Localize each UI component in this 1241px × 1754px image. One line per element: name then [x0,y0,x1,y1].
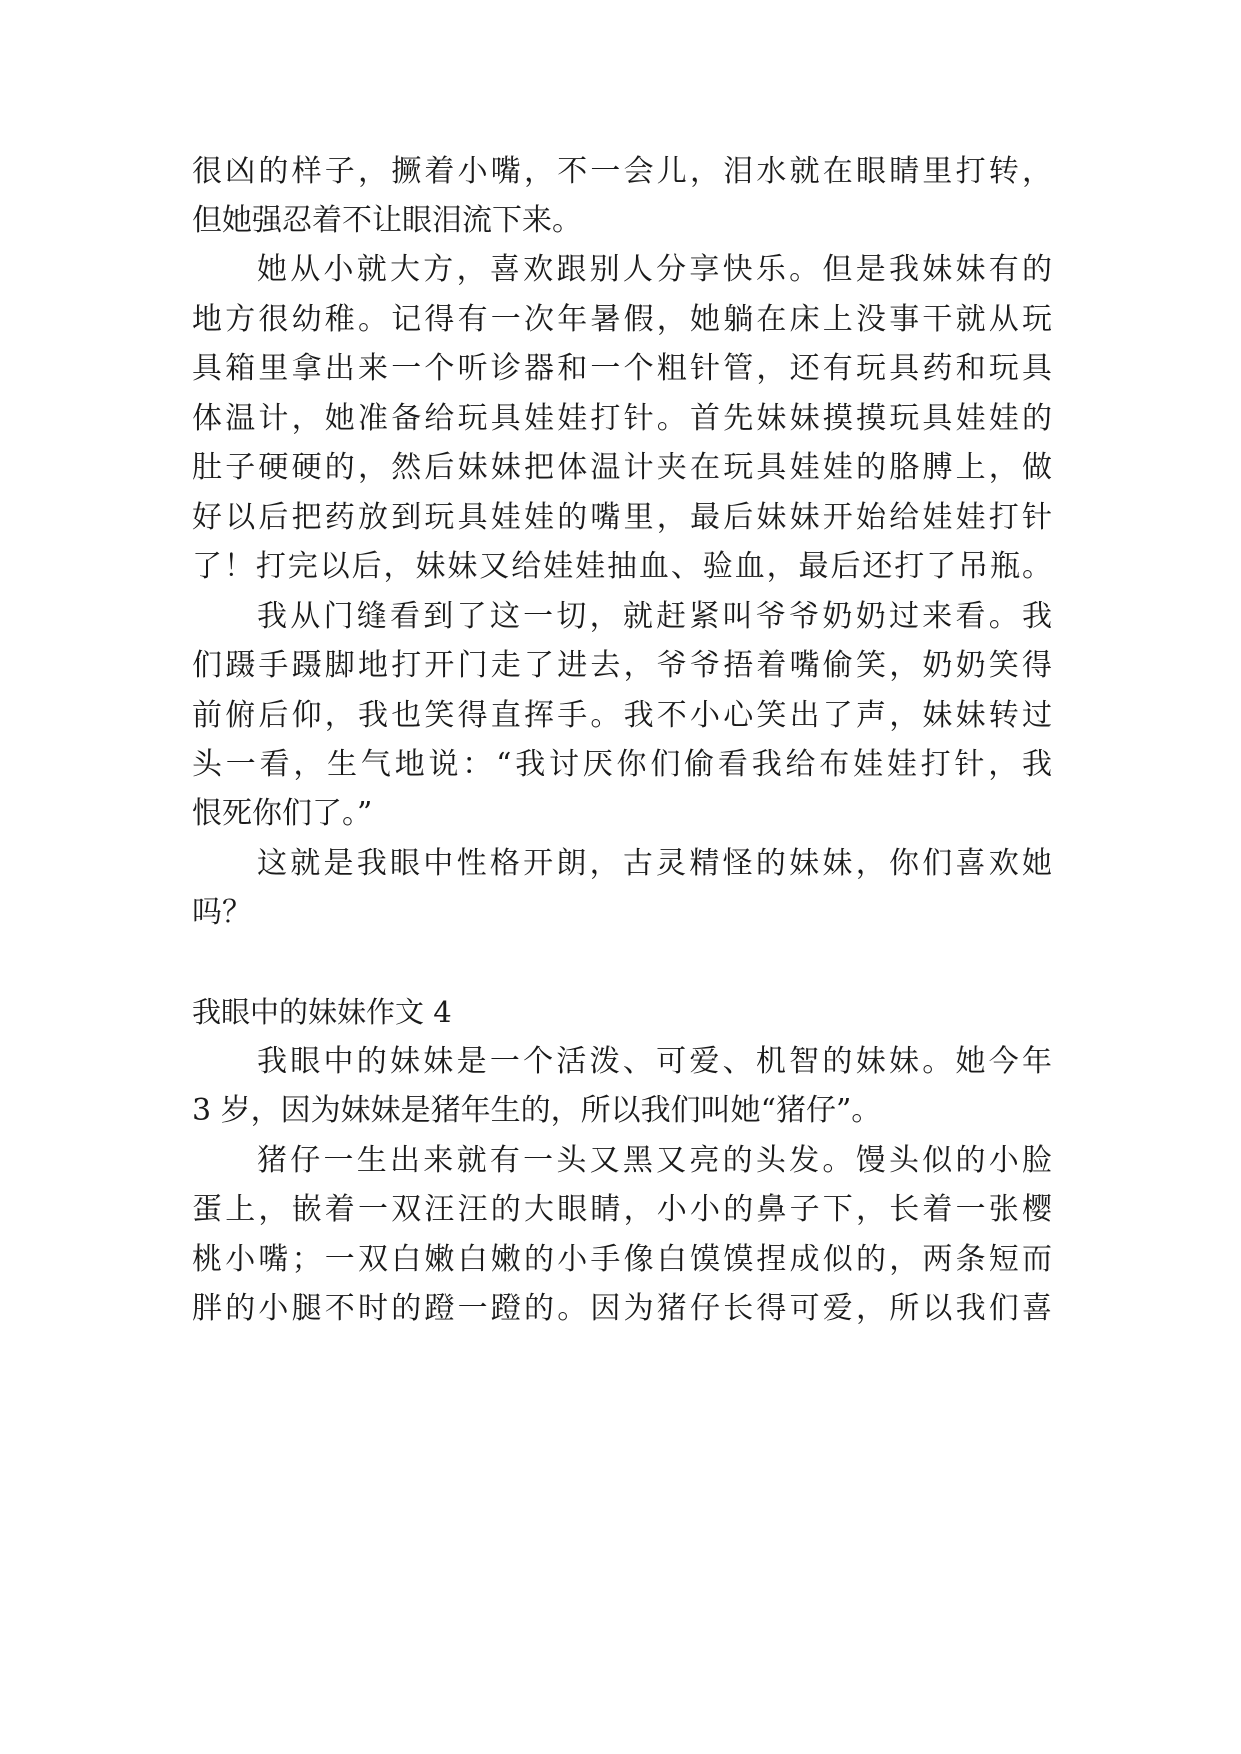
text-line: 我眼中的妹妹是一个活泼、可爱、机智的妹妹。她今年 [257,1044,1052,1079]
text-line: 她从小就大方，喜欢跟别人分享快乐。但是我妹妹有的 [257,252,1052,287]
section-title: 我眼中的妹妹作文 4 [192,995,452,1029]
text-line: 体温计，她准备给玩具娃娃打针。首先妹妹摸摸玩具娃娃的 [192,401,1052,436]
text-line: 肚子硬硬的，然后妹妹把体温计夹在玩具娃娃的胳膊上，做 [192,450,1052,485]
text-line: 吗？ [192,895,252,930]
text-line: 这就是我眼中性格开朗，古灵精怪的妹妹，你们喜欢她 [257,846,1052,881]
text-line: 具箱里拿出来一个听诊器和一个粗针管，还有玩具药和玩具 [192,351,1052,386]
text-line: 猪仔一生出来就有一头又黑又亮的头发。馒头似的小脸 [257,1143,1052,1178]
text-line: 头一看，生气地说：“我讨厌你们偷看我给布娃娃打针，我 [192,747,1052,782]
text-line: 前俯后仰，我也笑得直挥手。我不小心笑出了声，妹妹转过 [192,698,1052,733]
text-line: 地方很幼稚。记得有一次年暑假，她躺在床上没事干就从玩 [192,302,1052,337]
text-line: 桃小嘴；一双白嫩白嫩的小手像白馍馍捏成似的，两条短而 [192,1242,1052,1277]
text-line: 蛋上，嵌着一双汪汪的大眼睛，小小的鼻子下，长着一张樱 [192,1192,1052,1227]
text-line: 好以后把药放到玩具娃娃的嘴里，最后妹妹开始给娃娃打针 [192,500,1052,535]
text-line: 3 岁，因为妹妹是猪年生的，所以我们叫她“猪仔”。 [192,1093,882,1128]
text-line: 了！打完以后，妹妹又给娃娃抽血、验血，最后还打了吊瓶。 [192,549,1052,584]
text-line: 们蹑手蹑脚地打开门走了进去，爷爷捂着嘴偷笑，奶奶笑得 [192,648,1052,683]
text-line: 很凶的样子，撅着小嘴，不一会儿，泪水就在眼睛里打转， [192,154,1052,189]
text-line: 恨死你们了。” [192,796,373,831]
text-line: 胖的小腿不时的蹬一蹬的。因为猪仔长得可爱，所以我们喜 [192,1291,1052,1326]
text-line: 但她强忍着不让眼泪流下来。 [192,203,582,238]
text-line: 我从门缝看到了这一切，就赶紧叫爷爷奶奶过来看。我 [257,599,1052,634]
